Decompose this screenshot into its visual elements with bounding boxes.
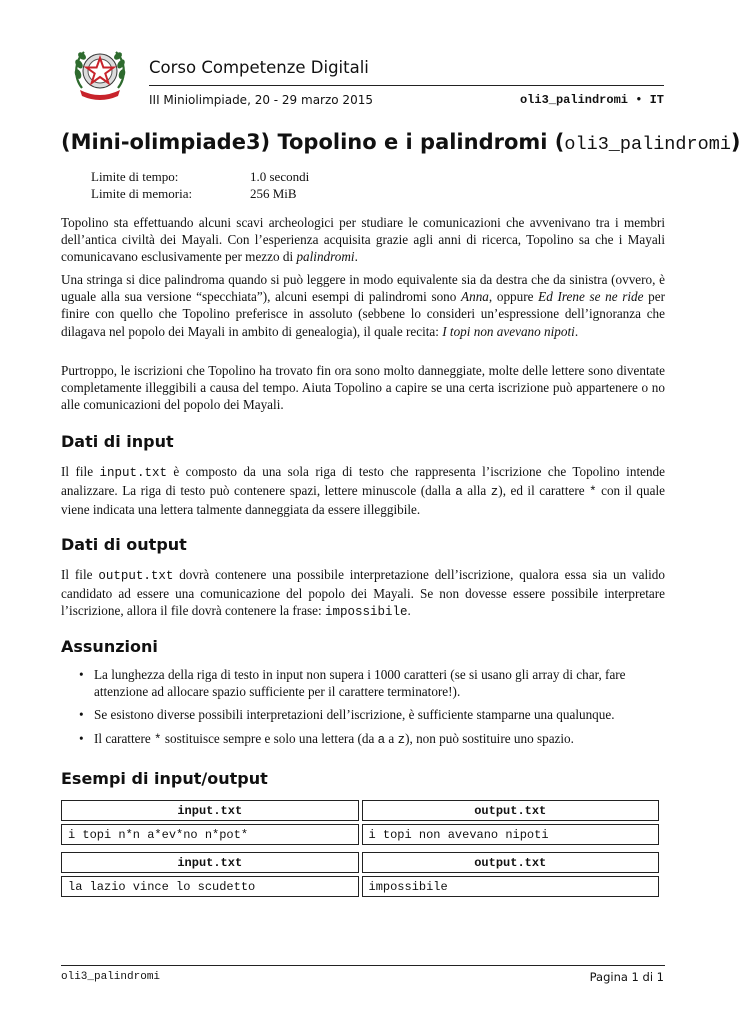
- input-description: Il file input.txt è composto da una sola riga di testo che rappresenta l’iscrizione che Topolino intende analizzare. La riga di testo può contenere spazi, lettere minuscole (dalla a alla z), ed il carattere * con il quale viene indicata una lettera talmente danneggiata da essere illeggibile.: [61, 464, 665, 518]
- column-header-output: output.txt: [362, 800, 660, 821]
- example-output-cell: i topi non avevano nipoti: [362, 824, 660, 845]
- intro-paragraph-1: Topolino sta effettuando alcuni scavi archeologici per studiare le comunicazioni che avvenivano tra i membri dell’antica civiltà dei Mayali. Con l’esperienza acquisita grazie agli anni di ricerca, Topolino sa che i Mayali comunicavano esclusivamente per mezzo di palindromi.: [61, 215, 665, 265]
- intro-paragraph-3: Purtroppo, le iscrizioni che Topolino ha trovato fin ora sono molto danneggiate, molte delle lettere sono diventate completamente illeggibili a causa del tempo. Aiuta Topolino a capire se una certa iscrizione può appartenere o no alle comunicazioni del popolo dei Mayali.: [61, 363, 665, 413]
- list-item: • La lunghezza della riga di testo in input non supera i 1000 caratteri (se si usano gli array di char, fare attenzione ad allocare spazio sufficiente per il carattere terminatore!).: [61, 666, 665, 700]
- example-input-cell: i topi n*n a*ev*no n*pot*: [61, 824, 359, 845]
- column-header-output: output.txt: [362, 852, 660, 873]
- page-title: [61, 130, 741, 155]
- footer-task-id: oli3_palindromi: [61, 971, 161, 983]
- title-suffix: ): [730, 130, 741, 154]
- example-table-2: [58, 849, 662, 900]
- title-code: oli3_palindromi: [564, 134, 731, 155]
- list-item: • Il carattere * sostituisce sempre e solo una lettera (da a a z), non può sostituire uno spazio.: [61, 730, 665, 749]
- output-description: Il file output.txt dovrà contenere una possibile interpretazione dell’iscrizione, qualora essa sia un valido candidato ad essere una comunicazione del popolo dei Mayali. Se non dovesse essere possibile interpretare l’iscrizione, allora il file dovrà contenere la frase: impossibile.: [61, 567, 665, 620]
- example-input-cell: la lazio vince lo scudetto: [61, 876, 359, 897]
- limits-block: [91, 168, 309, 202]
- table-row: [61, 824, 659, 845]
- course-name: Corso Competenze Digitali: [149, 58, 369, 77]
- assumptions-heading: Assunzioni: [61, 637, 158, 656]
- footer-divider: [61, 965, 665, 966]
- example-table-1: [58, 797, 662, 848]
- memory-limit-label: Limite di memoria:: [91, 186, 193, 201]
- output-heading: Dati di output: [61, 535, 187, 554]
- list-item: • Se esistono diverse possibili interpretazioni dell’iscrizione, è sufficiente stamparne una qualunque.: [61, 706, 665, 723]
- column-header-input: input.txt: [61, 800, 359, 821]
- page-number: Pagina 1 di 1: [589, 970, 664, 984]
- competition-date: III Miniolimpiade, 20 - 29 marzo 2015: [149, 93, 373, 107]
- italian-republic-emblem-icon: [72, 44, 128, 102]
- header-divider: [149, 85, 664, 86]
- examples-heading: Esempi di input/output: [61, 769, 268, 788]
- column-header-input: input.txt: [61, 852, 359, 873]
- memory-limit-value: 256 MiB: [250, 186, 297, 201]
- time-limit-label: Limite di tempo:: [91, 169, 179, 184]
- assumptions-list: [61, 666, 665, 755]
- title-prefix: (Mini-olimpiade3) Topolino e i palindromi (: [61, 130, 565, 154]
- example-output-cell: impossibile: [362, 876, 660, 897]
- input-heading: Dati di input: [61, 432, 174, 451]
- intro-paragraph-2: Una stringa si dice palindroma quando si può leggere in modo equivalente sia da destra che da sinistra (ovvero, è uguale alla sua versione “specchiata”), alcuni esempi di palindromi sono Anna, oppure Ed Irene se ne ride per finire con quello che Topolino preferisce in assoluto (sebbene lo consideri un’espressione dell’ignoranza che dilagava nel popolo dei Mayali in ambito di genealogia), il quale recita: I topi non avevano nipoti.: [61, 272, 665, 339]
- time-limit-value: 1.0 secondi: [250, 169, 310, 184]
- table-row: [61, 876, 659, 897]
- task-id: oli3_palindromi • IT: [519, 93, 664, 107]
